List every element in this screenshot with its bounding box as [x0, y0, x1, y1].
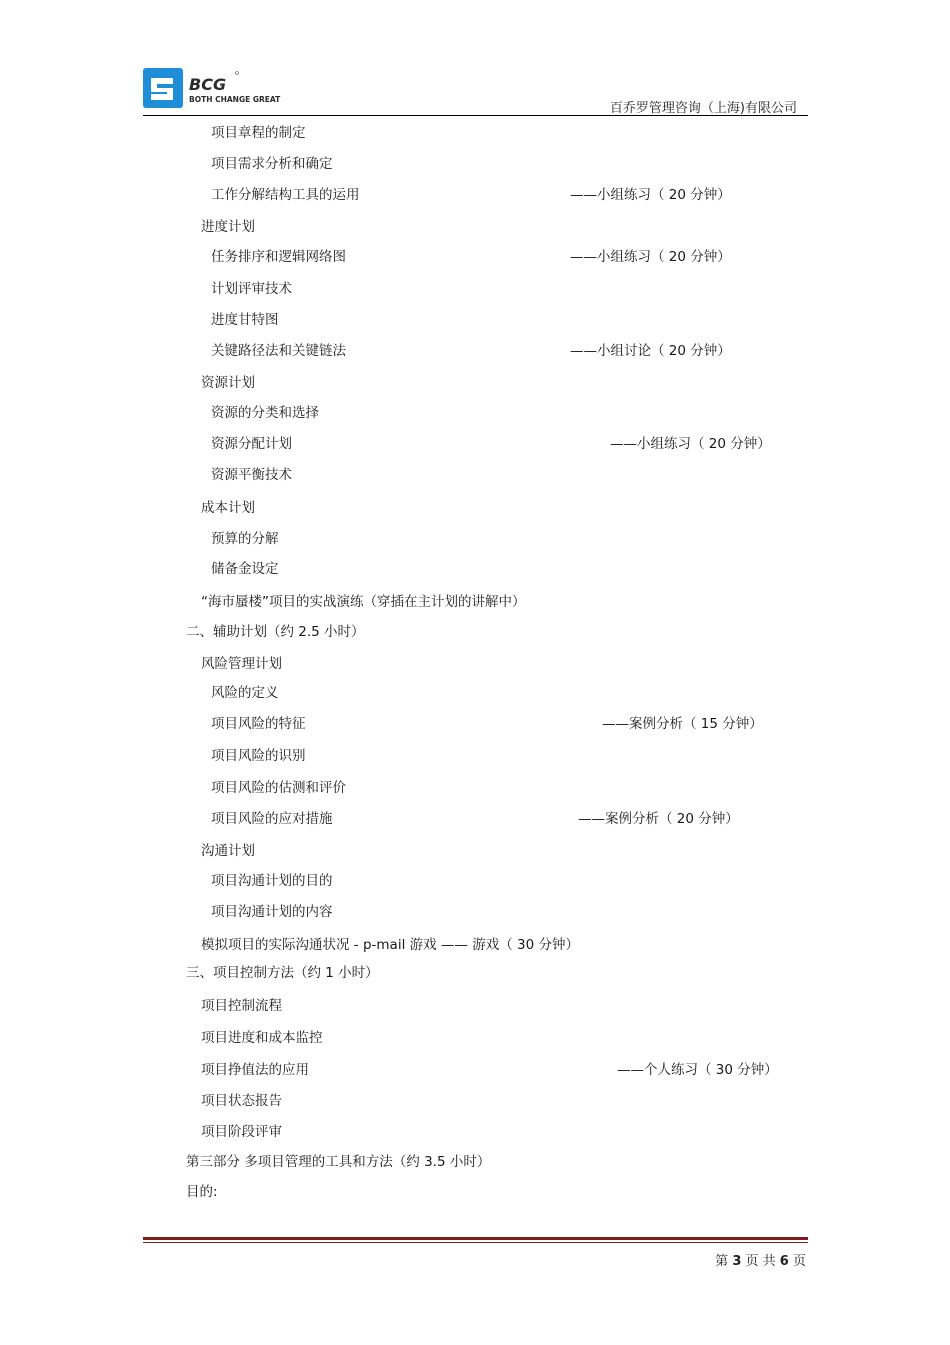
outline-item: 项目需求分析和确定: [211, 156, 333, 172]
outline-item: 资源平衡技术: [211, 467, 292, 483]
activity-note: ——小组练习（ 20 分钟）: [610, 436, 771, 452]
logo-mark-text: BCG: [189, 75, 227, 94]
outline-item: 项目沟通计划的目的: [211, 873, 333, 889]
company-name: 百乔罗管理咨询（上海)有限公司: [609, 101, 797, 116]
outline-item: 项目阶段评审: [201, 1124, 282, 1140]
footer-divider-thick: [143, 1237, 808, 1240]
page-mid: 页 共: [745, 1254, 776, 1269]
outline-item: 资源的分类和选择: [211, 405, 319, 421]
activity-note: ——小组练习（ 20 分钟）: [570, 187, 731, 203]
outline-item: “海市蜃楼”项目的实战演练（穿插在主计划的讲解中）: [201, 594, 526, 610]
outline-item: 成本计划: [201, 500, 255, 516]
outline-item: 项目状态报告: [201, 1093, 282, 1109]
outline-item: 储备金设定: [211, 561, 279, 577]
bcg-logo: [143, 68, 288, 110]
bcg-logo-mark: [143, 68, 288, 110]
outline-item: 关键路径法和关键链法: [211, 343, 346, 359]
outline-item: 进度计划: [201, 219, 255, 235]
outline-item: 模拟项目的实际沟通状况 - p-mail 游戏 —— 游戏（ 30 分钟）: [201, 937, 579, 953]
outline-item: 第三部分 多项目管理的工具和方法（约 3.5 小时）: [186, 1154, 491, 1170]
activity-note: ——案例分析（ 15 分钟）: [602, 716, 763, 732]
page-current: 3: [732, 1254, 742, 1269]
activity-note: ——案例分析（ 20 分钟）: [578, 811, 739, 827]
outline-item: 项目章程的制定: [211, 125, 306, 141]
outline-item: 项目控制流程: [201, 998, 282, 1014]
page-number: [715, 1250, 806, 1269]
outline-item: 风险的定义: [211, 685, 279, 701]
outline-item: 预算的分解: [211, 531, 279, 547]
outline-item: 沟通计划: [201, 843, 255, 859]
outline-item: 资源计划: [201, 375, 255, 391]
activity-note: ——小组练习（ 20 分钟）: [570, 249, 731, 265]
outline-item: 三、项目控制方法（约 1 小时）: [186, 965, 379, 981]
outline-item: 工作分解结构工具的运用: [211, 187, 360, 203]
outline-item: 资源分配计划: [211, 436, 292, 452]
outline-item: 项目风险的识别: [211, 748, 306, 764]
logo-tagline: BOTH CHANGE GREAT: [189, 95, 281, 104]
outline-item: 项目沟通计划的内容: [211, 904, 333, 920]
outline-item: 项目风险的应对措施: [211, 811, 333, 827]
outline-item: 计划评审技术: [211, 281, 292, 297]
outline-item: 项目挣值法的应用: [201, 1062, 309, 1078]
page-suffix: 页: [792, 1254, 806, 1269]
footer-divider-thin: [143, 1242, 808, 1243]
outline-item: 任务排序和逻辑网络图: [211, 249, 346, 265]
outline-item: 项目风险的特征: [211, 716, 306, 732]
outline-item: 项目进度和成本监控: [201, 1030, 323, 1046]
activity-note: ——个人练习（ 30 分钟）: [617, 1062, 778, 1078]
header-divider: [143, 115, 808, 116]
page-prefix: 第: [715, 1254, 729, 1269]
outline-item: 二、辅助计划（约 2.5 小时）: [186, 624, 365, 640]
outline-item: 进度甘特图: [211, 312, 279, 328]
outline-item: 风险管理计划: [201, 656, 282, 672]
outline-item: 项目风险的估测和评价: [211, 780, 346, 796]
outline-item: 目的:: [186, 1184, 218, 1200]
activity-note: ——小组讨论（ 20 分钟）: [570, 343, 731, 359]
page-total: 6: [779, 1254, 789, 1269]
